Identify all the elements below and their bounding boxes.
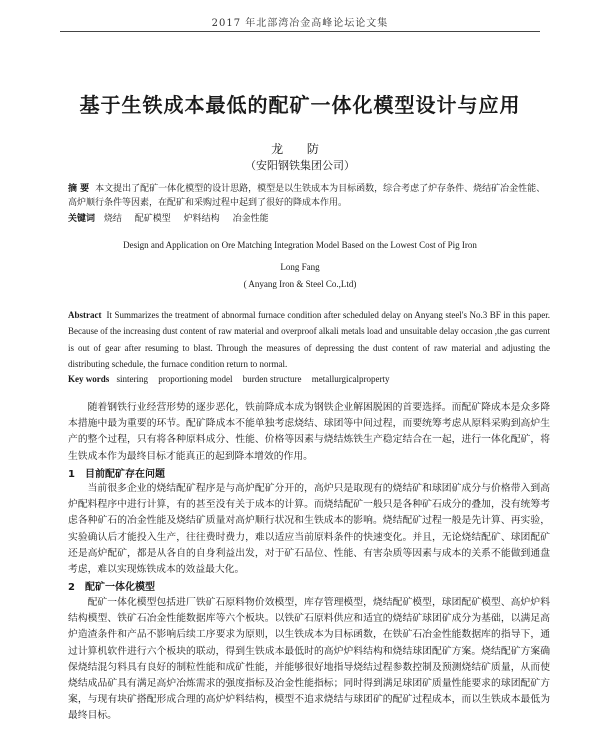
section-1-paragraph: 当前很多企业的烧结配矿程序是与高炉配矿分开的，高炉只是取现有的烧结矿和球团矿成分与价格带入到高炉配料程序中进行计算，有的甚至没有关于成本的计算。而烧结配矿一般只是各种矿石成分的叠加，没有统筹考虑各种矿石的冶金性能及烧结矿质量对高炉顺行状况和生铁成本的影响。烧结配矿过程一般是先计算、再实验，实验确认后才能投入生产，往往费时费力，难以适应当前原料条件的快速变化。并且，无论烧结配矿、球团配矿还是高炉配矿，都是从各自的自身利益出发，对于矿石品位、性能、有害杂质等因素与成本的关系不能做到通盘考虑，难以实现炼铁成本的效益最大化。	[68, 483, 550, 576]
english-keywords-label: Key words	[68, 374, 110, 384]
section-number: 2	[68, 582, 75, 593]
section-title: 目前配矿存在问题	[84, 469, 165, 480]
keyword: 烧结	[103, 214, 122, 224]
section-title: 配矿一体化模型	[84, 582, 155, 593]
section-number: 1	[68, 469, 75, 480]
section-heading-2	[68, 578, 550, 593]
author: 龙 防	[271, 142, 329, 156]
keyword: 炉料结构	[183, 214, 220, 224]
keyword: 配矿模型	[134, 214, 171, 224]
abstract-label: 摘 要	[68, 184, 90, 194]
english-title: Design and Application on Ore Matching Integration Model Based on the Lowest Cost of Pig Iron	[123, 240, 477, 250]
header-rule	[60, 31, 540, 32]
chinese-keywords	[68, 211, 548, 224]
english-abstract-text: It Summarizes the treatment of abnormal furnace condition after scheduled delay on Anyang steel's No.3 BF in this paper. Because of the increasing dust content of raw material and overproof alkali metals load and unsuitable delay occasion ,the gas current is out of gear after resuming to blast. Through the measures of depressing the dust content of raw material and adjusting the distributing schedule, the furnace condition return to normal.	[68, 310, 550, 369]
english-keyword: proportioning model	[158, 374, 233, 384]
english-affiliation: ( Anyang Iron & Steel Co.,Ltd)	[243, 279, 357, 289]
english-author: Long Fang	[280, 262, 320, 272]
english-keyword: burden structure	[242, 374, 302, 384]
running-header: 2017 年北部湾冶金高峰论坛论文集	[211, 18, 389, 29]
english-keywords	[68, 374, 550, 384]
english-abstract	[68, 307, 550, 372]
intro-paragraph: 随着钢铁行业经营形势的逐步恶化，铁前降成本成为钢铁企业解困脱困的首要选择。而配矿降成本是众多降本措施中最为重要的环节。配矿降成本不能单独考虑烧结、球团等中间过程，而要统筹考虑从原料采购到高炉生产的整个过程，只有将各种原料成分、性能、价格等因素与烧结炼铁生产稳定结合在一起，进行一体化配矿，将生铁成本作为最终目标才能真正的起到降本增效的作用。	[68, 402, 550, 462]
affiliation: （安阳钢铁集团公司）	[245, 159, 355, 172]
section-heading-1	[68, 465, 550, 480]
section-2-paragraph: 配矿一体化模型包括进厂铁矿石原料物价效模型，库存管理模型，烧结配矿模型，球团配矿模型、高炉炉料结构模型、铁矿石冶金性能数据库等六个板块。以铁矿石原料供应和适宜的烧结矿球团矿成分为基础，以满足高炉造渣条件和产品不影响后续工序要求为原则，以生铁成本为目标函数，在铁矿石冶金性能数据库的指导下，通过计算机软件进行六个板块的联动，得到生铁成本最低时的高炉炉料结构和烧结球团配矿方案。烧结配矿方案确保烧结混匀料具有良好的制粒性能和成矿性能，并能够很好地指导烧结过程参数控制及预测烧结矿质量，从而使烧结成品矿具有满足高炉冶炼需求的强度指标及冶金性能指标；同时得到满足球团矿质量性能要求的球团配矿方案，与现有块矿搭配形成合理的高炉炉料结构，模型不追求烧结与球团矿的配矿过程成本，而以生铁成本最低为最终目标。	[68, 597, 550, 722]
paper-title: 基于生铁成本最低的配矿一体化模型设计与应用	[79, 93, 521, 117]
english-abstract-label: Abstract	[68, 310, 102, 320]
english-keyword: sintering	[116, 374, 148, 384]
abstract-text: 本文提出了配矿一体化模型的设计思路，模型是以生铁成本为目标函数，综合考虑了炉存条件、烧结矿冶金性能、高炉顺行条件等因素，在配矿和采购过程中起到了很好的降成本作用。	[68, 184, 546, 208]
english-keyword: metallurgicalproperty	[311, 374, 390, 384]
keywords-label: 关键词	[68, 214, 96, 224]
chinese-abstract	[68, 182, 548, 210]
keyword: 冶金性能	[232, 214, 269, 224]
